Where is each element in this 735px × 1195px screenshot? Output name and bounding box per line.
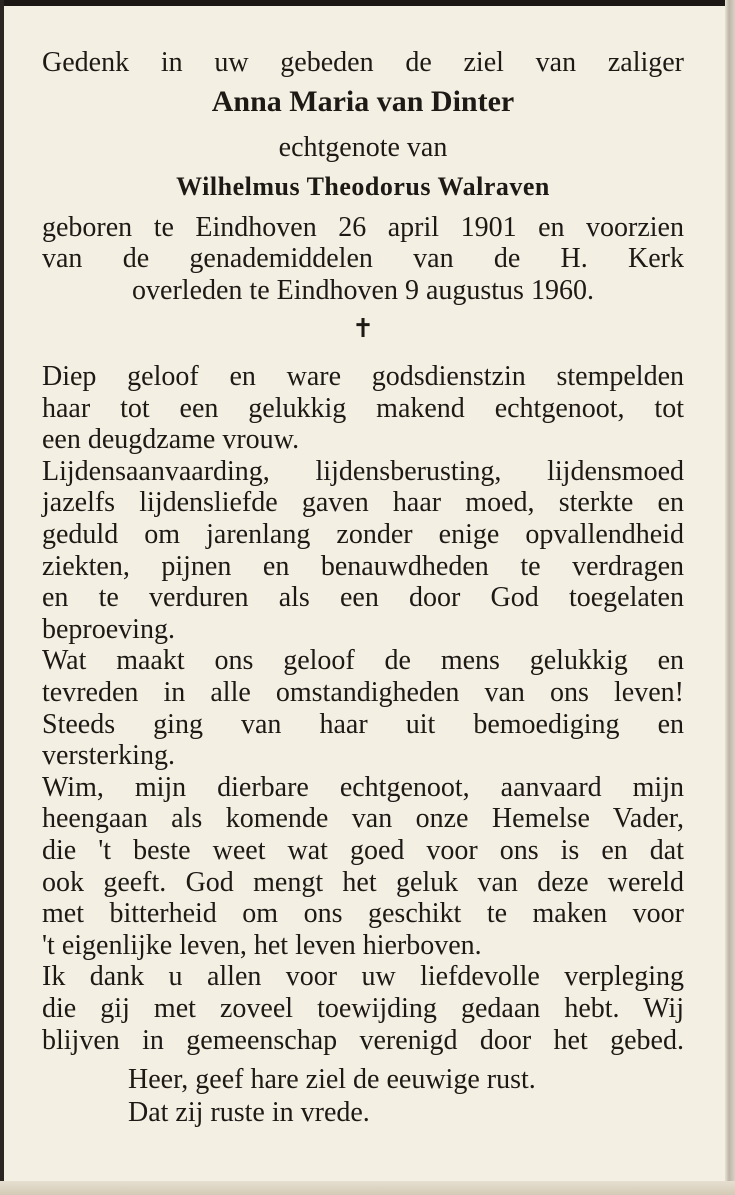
body-line: die gij met zoveel toewijding gedaan hebt. Wij <box>42 993 684 1024</box>
body-line: een deugdzame vrouw. <box>42 424 300 455</box>
relation-line: echtgenote van <box>278 132 448 163</box>
body-line: beproeving. <box>42 614 175 645</box>
deceased-name: Anna Maria van Dinter <box>211 85 515 118</box>
card-edge-bottom <box>0 1181 735 1195</box>
body-line: Steeds ging van haar uit bemoediging en <box>42 709 684 740</box>
body-line: geduld om jarenlang zonder enige opvallendheid <box>42 519 684 550</box>
body-line: Diep geloof en ware godsdienstzin stempelden <box>42 361 684 392</box>
closing-line-1: Heer, geef hare ziel de eeuwige rust. <box>128 1064 536 1095</box>
body-line: Wat maakt ons geloof de mens gelukkig en <box>42 645 684 676</box>
body-line: 't eigenlijke leven, het leven hierboven. <box>42 930 482 961</box>
body-line: tevreden in alle omstandigheden van ons leven! <box>42 677 684 708</box>
body-line: Wim, mijn dierbare echtgenoot, aanvaard mijn <box>42 772 684 803</box>
card-edge-left <box>0 0 4 1195</box>
birth-line-1: geboren te Eindhoven 26 april 1901 en voorzien <box>42 212 684 243</box>
card-edge-top <box>0 0 735 6</box>
body-line: haar tot een gelukkig makend echtgenoot, tot <box>42 393 684 424</box>
body-line: heengaan als komende van onze Hemelse Vader, <box>42 803 684 834</box>
body-line: jazelfs lijdensliefde gaven haar moed, sterkte en <box>42 487 684 518</box>
body-line: met bitterheid om ons geschikt te maken voor <box>42 898 684 929</box>
body-line: Lijdensaanvaarding, lijdensberusting, lijdensmoed <box>42 456 684 487</box>
body-line: versterking. <box>42 740 175 771</box>
body-line: die 't beste weet wat goed voor ons is en dat <box>42 835 684 866</box>
card-edge-right <box>725 0 735 1195</box>
body-line: ziekten, pijnen en benauwdheden te verdragen <box>42 551 684 582</box>
body-line: Ik dank u allen voor uw liefdevolle verpleging <box>42 961 684 992</box>
death-line: overleden te Eindhoven 9 augustus 1960. <box>132 275 594 306</box>
spouse-name: Wilhelmus Theodorus Walraven <box>176 172 550 201</box>
birth-line-2: van de genademiddelen van de H. Kerk <box>42 243 684 274</box>
cross-icon: ✝ <box>352 314 374 343</box>
body-line: ook geeft. God mengt het geluk van deze wereld <box>42 867 684 898</box>
intro-line: Gedenk in uw gebeden de ziel van zaliger <box>42 47 684 78</box>
body-line: en te verduren als een door God toegelaten <box>42 582 684 613</box>
body-line: blijven in gemeenschap verenigd door het gebed. <box>42 1025 684 1056</box>
closing-line-2: Dat zij ruste in vrede. <box>128 1097 370 1128</box>
